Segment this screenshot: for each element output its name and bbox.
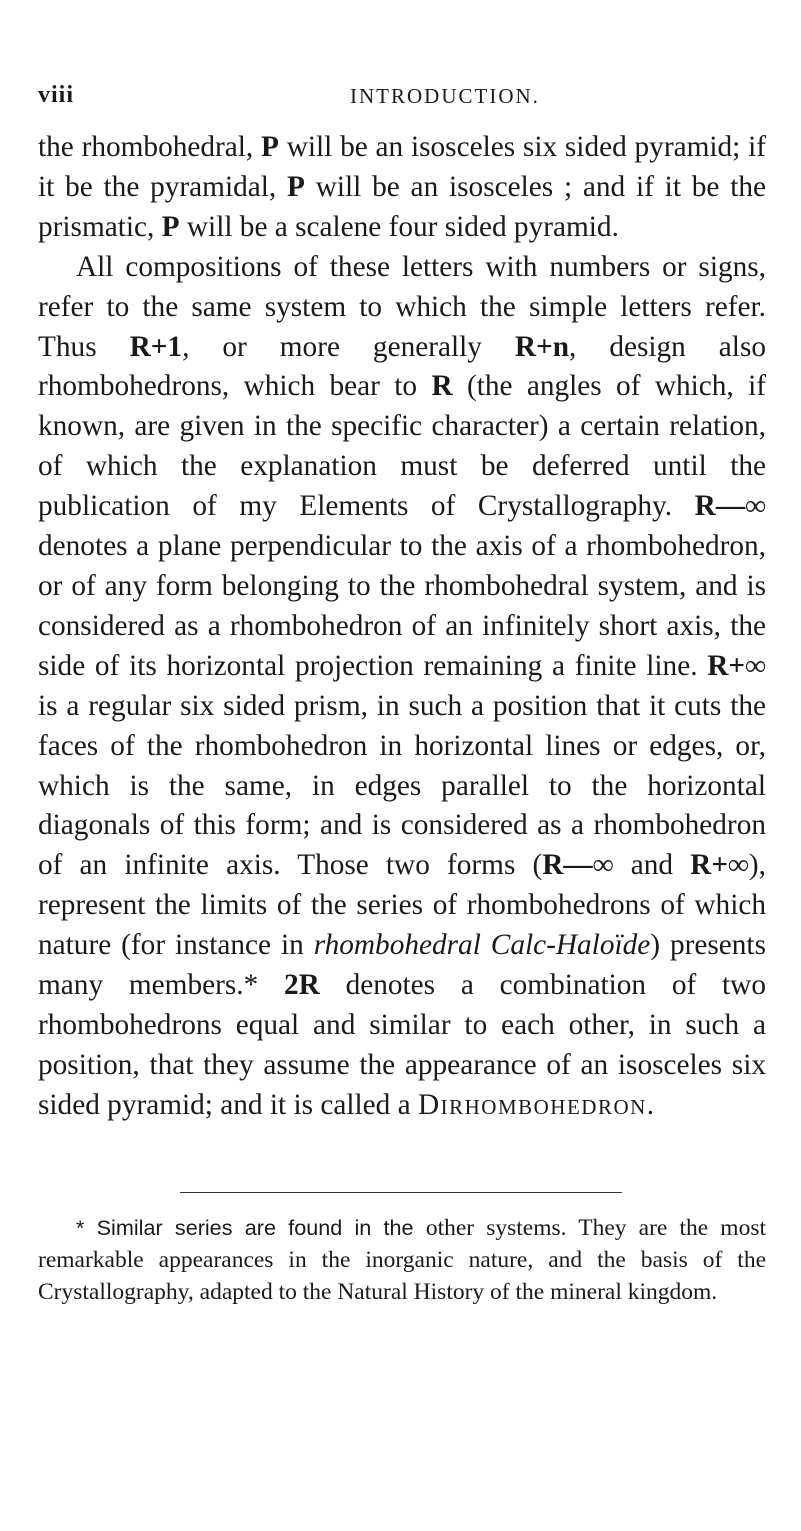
term-dirhombohedron: Dirhombohedron. <box>417 1088 656 1121</box>
text-run: the rhombohedral, <box>38 131 262 163</box>
text-run: and <box>613 849 691 882</box>
text-run: Similar series are found in the <box>84 1215 426 1240</box>
symbol-r-plus-infinity: R+∞ <box>690 849 749 882</box>
text-run: ) presents many members.* <box>38 929 766 1002</box>
text-run: is a regular six sided prism, in such a position that it cuts the faces of the rhombohedron in horizontal lines or edges, or, which is the same, in edges parallel to the horizontal diagonals of this form; and is considered as a rhombohedron of an infinite axis. Those two forms ( <box>38 689 766 882</box>
symbol-r-minus-infinity: R—∞ <box>694 490 766 523</box>
text-run: other systems. They are the most remarkable appearances in the inorganic nature, and the basis of the Crystallography, adapted to the Natural History of the mineral kingdom. <box>38 1215 767 1305</box>
text-run: denotes a plane perpendicular to the axis of a rhombohedron, or of any form belonging to the rhombohedral system, and is considered as a rhombohedron of an infinitely short axis, the side of its horizontal projection remaining a finite line. <box>38 530 766 682</box>
symbol-p: P <box>161 210 180 243</box>
symbol-r-minus-infinity: R—∞ <box>542 849 614 882</box>
text-run: All compositions of these letters with numbers or signs, refer to the same system to which the simple letters refer. Thus <box>38 250 766 363</box>
text-run: (the angles of which, if known, are given in the specific character) a certain relation, of which the explanation must be deferred until the publication of my Elements of Crystallography. <box>38 370 766 523</box>
symbol-p: P <box>287 170 305 203</box>
running-head <box>38 82 763 112</box>
main-text <box>38 128 766 1126</box>
running-title: INTRODUCTION. <box>350 84 540 108</box>
symbol-r-plus-infinity: R+∞ <box>707 649 766 682</box>
paragraph-1 <box>38 128 766 248</box>
footnote-marker: * <box>76 1215 85 1240</box>
symbol-r-plus-n: R+n <box>514 330 570 363</box>
footnote <box>38 1212 766 1308</box>
mineral-name: rhombohedral Calc-Haloïde <box>313 929 651 962</box>
text-run: will be an isosceles ; and if it be the prismatic, <box>38 170 767 243</box>
footnote-rule <box>180 1192 622 1193</box>
text-run: will be a scalene four sided pyramid. <box>179 210 619 243</box>
text-run: will be an isosceles six sided pyramid; if it be the pyramidal, <box>38 131 766 203</box>
page-number: viii <box>38 82 75 108</box>
symbol-r-plus-1: R+1 <box>129 330 183 363</box>
symbol-p: P <box>261 131 279 163</box>
symbol-r: R <box>431 370 453 403</box>
text-run: ), represent the limits of the series of rhombohedrons of which nature (for instance in <box>38 849 767 962</box>
paragraph-2 <box>38 248 766 1126</box>
symbol-2r: 2R <box>284 969 320 1002</box>
text-run: , or more generally <box>182 330 515 363</box>
text-run: denotes a combination of two rhombohedrons equal and similar to each other, in such a position, that they assume the appearance of an isosceles six sided pyramid; and it is called a <box>38 969 766 1121</box>
text-run: , design also rhombohedrons, which bear to <box>38 330 767 403</box>
